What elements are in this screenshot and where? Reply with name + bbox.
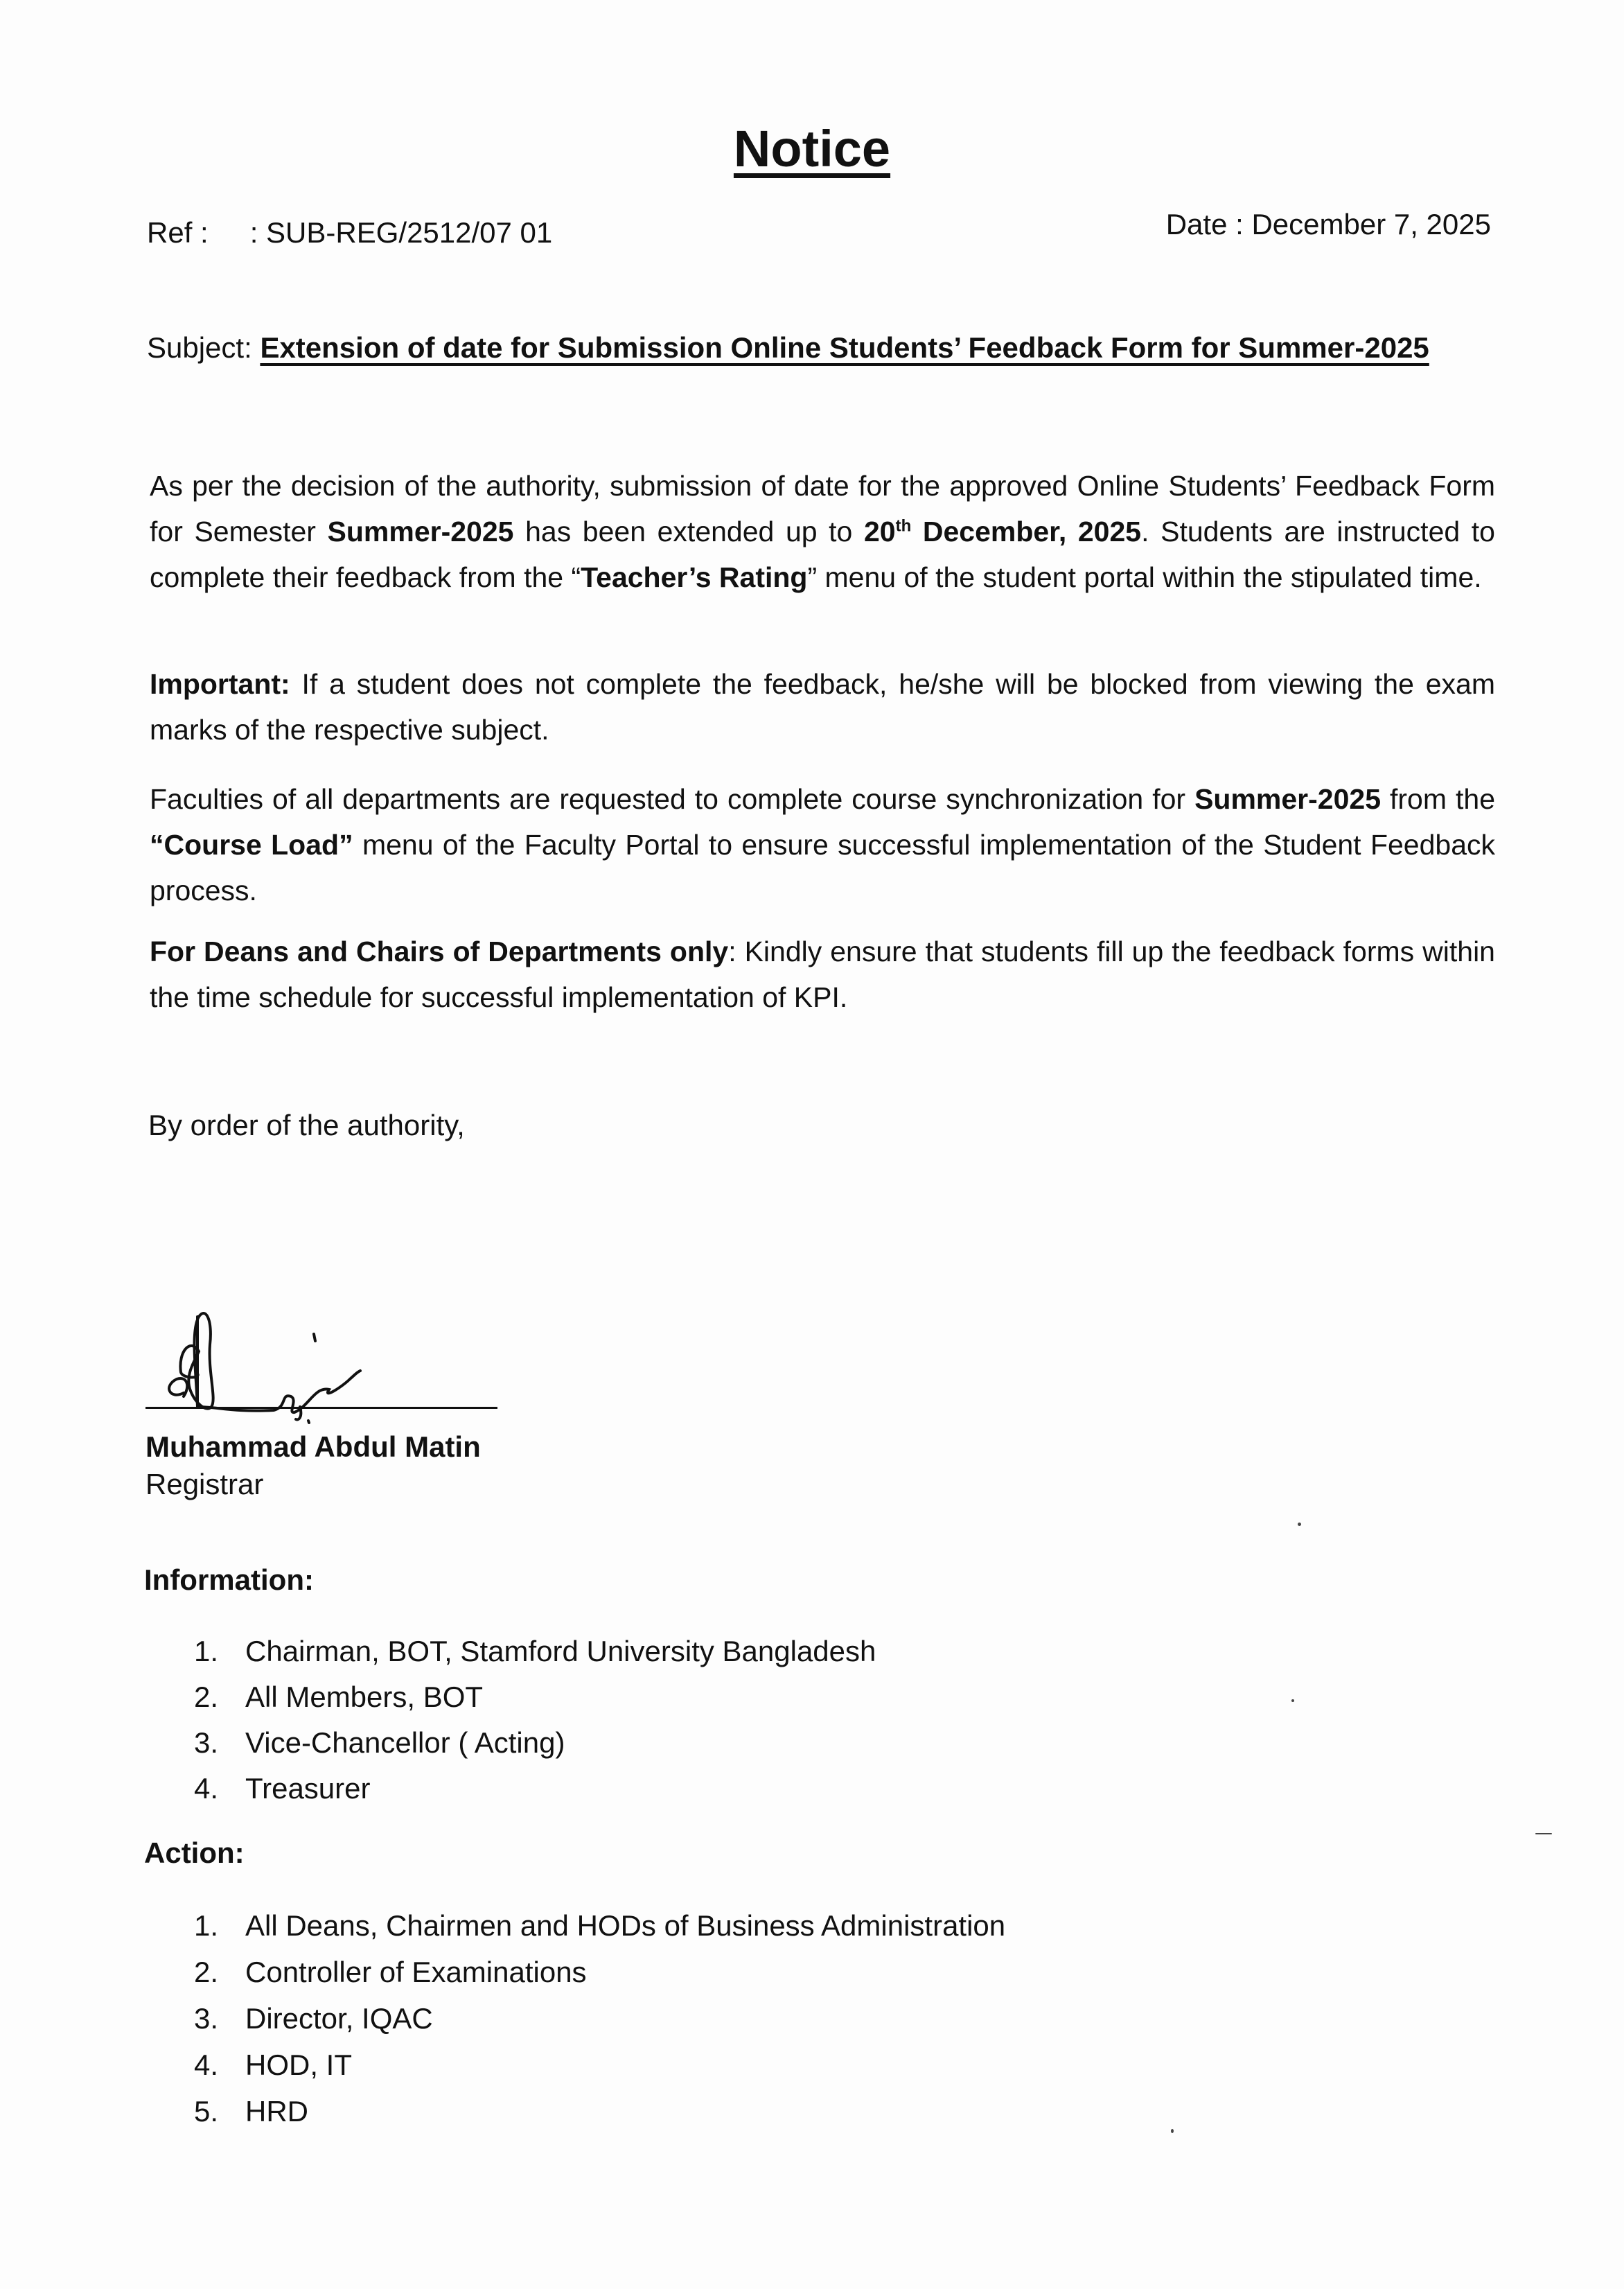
semester-name: Summer-2025 bbox=[327, 516, 514, 547]
paragraph-faculties bbox=[150, 776, 1495, 913]
list-item bbox=[194, 2042, 1005, 2088]
item-text: Chairman, BOT, Stamford University Bangladesh bbox=[245, 1635, 876, 1667]
subject-label: Subject: bbox=[147, 331, 252, 364]
item-text: Vice-Chancellor ( Acting) bbox=[245, 1726, 565, 1759]
text-run: from the bbox=[1381, 783, 1496, 815]
scan-speck bbox=[1291, 1699, 1294, 1702]
item-number: 5. bbox=[194, 2095, 219, 2128]
text-run: ” menu of the student portal within the stipulated time. bbox=[807, 561, 1482, 593]
signature-icon bbox=[142, 1303, 502, 1435]
scan-speck bbox=[1171, 2129, 1174, 2133]
ordinal-suffix: th bbox=[895, 516, 912, 536]
semester-name: Summer-2025 bbox=[1194, 783, 1382, 815]
notice-title-text: Notice bbox=[733, 120, 891, 177]
text-run: As per the decision of the authority, submission of date for the approved Online Students’ Feedback Form for Semester bbox=[150, 470, 1495, 547]
list-item bbox=[194, 1766, 876, 1812]
item-text: Treasurer bbox=[245, 1772, 371, 1805]
ref-value: : SUB-REG/2512/07 01 bbox=[249, 216, 553, 249]
text-run: If a student does not complete the feedback, he/she will be blocked from viewing the exam marks of the respective subject. bbox=[150, 668, 1495, 746]
text-run: : Kindly ensure that students fill up the feedback forms within the time schedule for successful implementation of KPI. bbox=[150, 936, 1495, 1013]
item-text: All Members, BOT bbox=[245, 1681, 484, 1713]
menu-name-course-load: “Course Load” bbox=[150, 829, 353, 861]
item-text: All Deans, Chairmen and HODs of Business Administration bbox=[245, 1909, 1006, 1942]
deadline-month-year: December, 2025 bbox=[911, 516, 1142, 547]
subject-text: Extension of date for Submission Online Students’ Feedback Form for Summer-2025 bbox=[260, 331, 1429, 364]
closing-line: By order of the authority, bbox=[148, 1109, 465, 1141]
item-number: 2. bbox=[194, 1956, 219, 1988]
information-heading: Information: bbox=[144, 1563, 314, 1596]
text-run: has been extended up to bbox=[513, 516, 864, 547]
list-item bbox=[194, 1902, 1005, 1949]
information-list bbox=[194, 1629, 876, 1812]
deadline-day: 20 bbox=[863, 516, 896, 547]
action-list bbox=[194, 1902, 1005, 2134]
scan-speck bbox=[1535, 1833, 1552, 1834]
reference-number bbox=[147, 216, 552, 249]
text-run: . Students are instructed to complete their feedback from the “ bbox=[150, 516, 1495, 593]
deadline-date bbox=[864, 516, 1141, 547]
signer-name: Muhammad Abdul Matin bbox=[145, 1430, 481, 1463]
text-run: menu of the Faculty Portal to ensure successful implementation of the Student Feedback process. bbox=[150, 829, 1495, 906]
list-item bbox=[194, 1674, 876, 1720]
action-heading: Action: bbox=[144, 1836, 245, 1869]
list-item bbox=[194, 1995, 1005, 2042]
important-label: Important: bbox=[150, 668, 290, 700]
paragraph-deans bbox=[150, 929, 1495, 1020]
item-number: 2. bbox=[194, 1681, 219, 1713]
item-text: HOD, IT bbox=[245, 2049, 352, 2081]
item-number: 4. bbox=[194, 2049, 219, 2081]
scan-speck bbox=[1298, 1523, 1301, 1526]
notice-title bbox=[0, 119, 1624, 178]
signature-line bbox=[145, 1407, 497, 1409]
date-value: December 7, 2025 bbox=[1251, 208, 1491, 240]
item-number: 4. bbox=[194, 1772, 219, 1805]
item-text: HRD bbox=[245, 2095, 308, 2128]
date-label: Date : bbox=[1165, 208, 1244, 240]
menu-name-teachers-rating: Teacher’s Rating bbox=[581, 561, 808, 593]
item-number: 3. bbox=[194, 2002, 219, 2035]
deans-label: For Deans and Chairs of Departments only bbox=[150, 936, 729, 967]
list-item bbox=[194, 1720, 876, 1766]
item-text: Director, IQAC bbox=[245, 2002, 433, 2035]
notice-date bbox=[1166, 208, 1491, 241]
item-number: 1. bbox=[194, 1909, 219, 1942]
item-number: 1. bbox=[194, 1635, 219, 1667]
subject-line bbox=[147, 331, 1429, 365]
list-item bbox=[194, 1629, 876, 1674]
list-item bbox=[194, 1949, 1005, 1995]
text-run: Faculties of all departments are requested to complete course synchronization for bbox=[150, 783, 1195, 815]
list-item bbox=[194, 2088, 1005, 2134]
item-number: 3. bbox=[194, 1726, 219, 1759]
paragraph-extension bbox=[150, 463, 1495, 600]
ref-label: Ref : bbox=[147, 216, 209, 249]
signer-title: Registrar bbox=[145, 1468, 264, 1500]
item-text: Controller of Examinations bbox=[245, 1956, 587, 1988]
paragraph-important bbox=[150, 661, 1495, 753]
